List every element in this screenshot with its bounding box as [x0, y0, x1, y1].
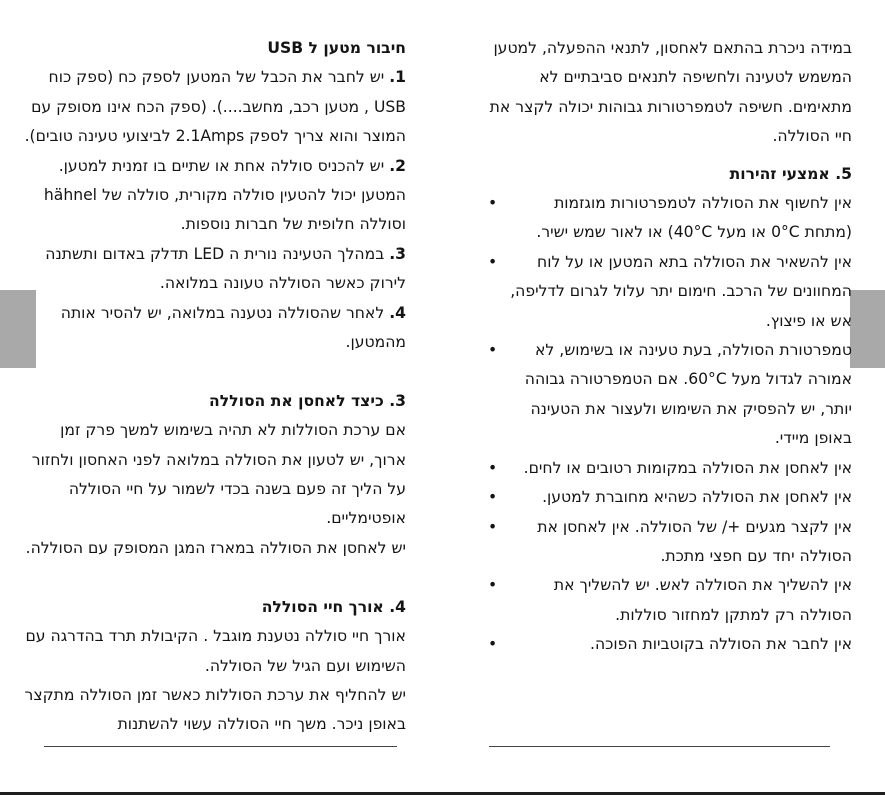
safety-item: • אין להשאיר את הסוללה בתא המטען או על לוח המחוונים של הרכב. חימום יתר עלול לגרום לדליפה, אש או פיצוץ. — [510, 248, 852, 336]
step-text: במהלך הטעינה נורית ה LED תדלק באדום ותשתנה לירוק כאשר הסוללה טעונה במלואה. — [45, 244, 406, 293]
step-text: יש לחבר את הכבל של המטען לספק כח (ספק כוח USB , מטען רכב, מחשב....). (ספק הכח אינו מסופק עם המוצר והוא צריך לספק 2.1Amps לביצועי טעינה טובים). — [24, 68, 406, 146]
charger-step-4 — [24, 299, 406, 358]
safety-item: • טמפרטורת הסוללה, בעת טעינה או בשימוש, לא אמורה לגדול מעל 60°C. אם הטמפרטורה גבוהה יותר, יש להפסיק את השימוש ולעצור את הטעינה באופן מיידי. — [510, 336, 852, 454]
safety-item: • אין לחבר את הסוללה בקוטביות הפוכה. — [510, 630, 852, 659]
safety-item: • אין לאחסן את הסוללה במקומות רטובים או לחים. — [510, 454, 852, 483]
storage-paragraph-1: אם ערכת הסוללות לא תהיה בשימוש למשך פרק זמן ארוך, יש לטעון את הסוללה במלואה לפני האחסון ולחזור על הליך זה פעם בשנה בכדי לשמור על חיי הסוללה אופטימליים. — [31, 421, 406, 528]
battery-life-heading: 4. אורך חיי הסוללה — [261, 597, 406, 616]
step-number: 3. — [389, 244, 406, 263]
battery-life-paragraph-1: אורך חיי סוללה נטענת מוגבל . הקיבולת תרד בהדרגה עם השימוש ועם הגיל של הסוללה. — [25, 627, 406, 675]
footer-rule-left — [44, 746, 397, 747]
step-number: 2. — [389, 156, 406, 175]
safety-heading: 5. אמצעי זהירות — [729, 164, 852, 183]
step-number: 4. — [389, 303, 406, 322]
safety-item: • אין לאחסן את הסוללה כשהיא מחוברת למטען. — [510, 483, 852, 512]
safety-item: • אין לחשוף את הסוללה לטמפרטורות מוגזמות (מתחת 0°C או מעל 40°C) או לאור שמש ישיר. — [510, 189, 852, 248]
charger-step-1 — [24, 63, 406, 151]
charger-step-3 — [24, 240, 406, 299]
step-number: 1. — [389, 68, 406, 87]
storage-heading: 3. כיצד לאחסן את הסוללה — [209, 391, 406, 410]
step-text: יש להכניס סוללה אחת או שתיים בו זמנית למטען. המטען יכול להטעין סוללה מקורית, סוללה של hähnel וסוללה חלופית של חברות נוספות. — [43, 156, 406, 234]
battery-life-paragraph-2: יש להחליף את ערכת הסוללות כאשר זמן הסוללה מתקצר באופן ניכר. משך חיי הסוללה עשוי להשתנות — [24, 685, 406, 734]
safety-item: • אין להשליך את הסוללה לאש. יש להשליך את הסוללה רק למתקן למחזור סוללות. — [510, 571, 852, 630]
storage-paragraph-2: יש לאחסן את הסוללה במארז המגן המסופק עם הסוללה. — [25, 538, 406, 557]
charger-step-2 — [24, 152, 406, 240]
safety-item: • אין לקצר מגעים +/ של הסוללה. אין לאחסן את הסוללה יחד עם חפצי מתכת. — [510, 513, 852, 572]
right-page-column — [486, 34, 852, 660]
footer-rule-right — [489, 746, 830, 747]
safety-list — [486, 189, 852, 660]
left-page-column — [24, 34, 406, 740]
charger-heading: חיבור מטען ל USB — [267, 39, 406, 57]
section-tab-right — [850, 290, 885, 368]
step-text: לאחר שהסוללה נטענה במלואה, יש להסיר אותה מהמטען. — [60, 303, 406, 352]
intro-paragraph: במידה ניכרת בהתאם לאחסון, לתנאי ההפעלה, למטען המשמש לטעינה ולחשיפה לתנאים סביבתיים לא מתאימים. חשיפה לטמפרטורות גבוהות יכולה לקצר את חיי הסוללה. — [489, 39, 852, 146]
